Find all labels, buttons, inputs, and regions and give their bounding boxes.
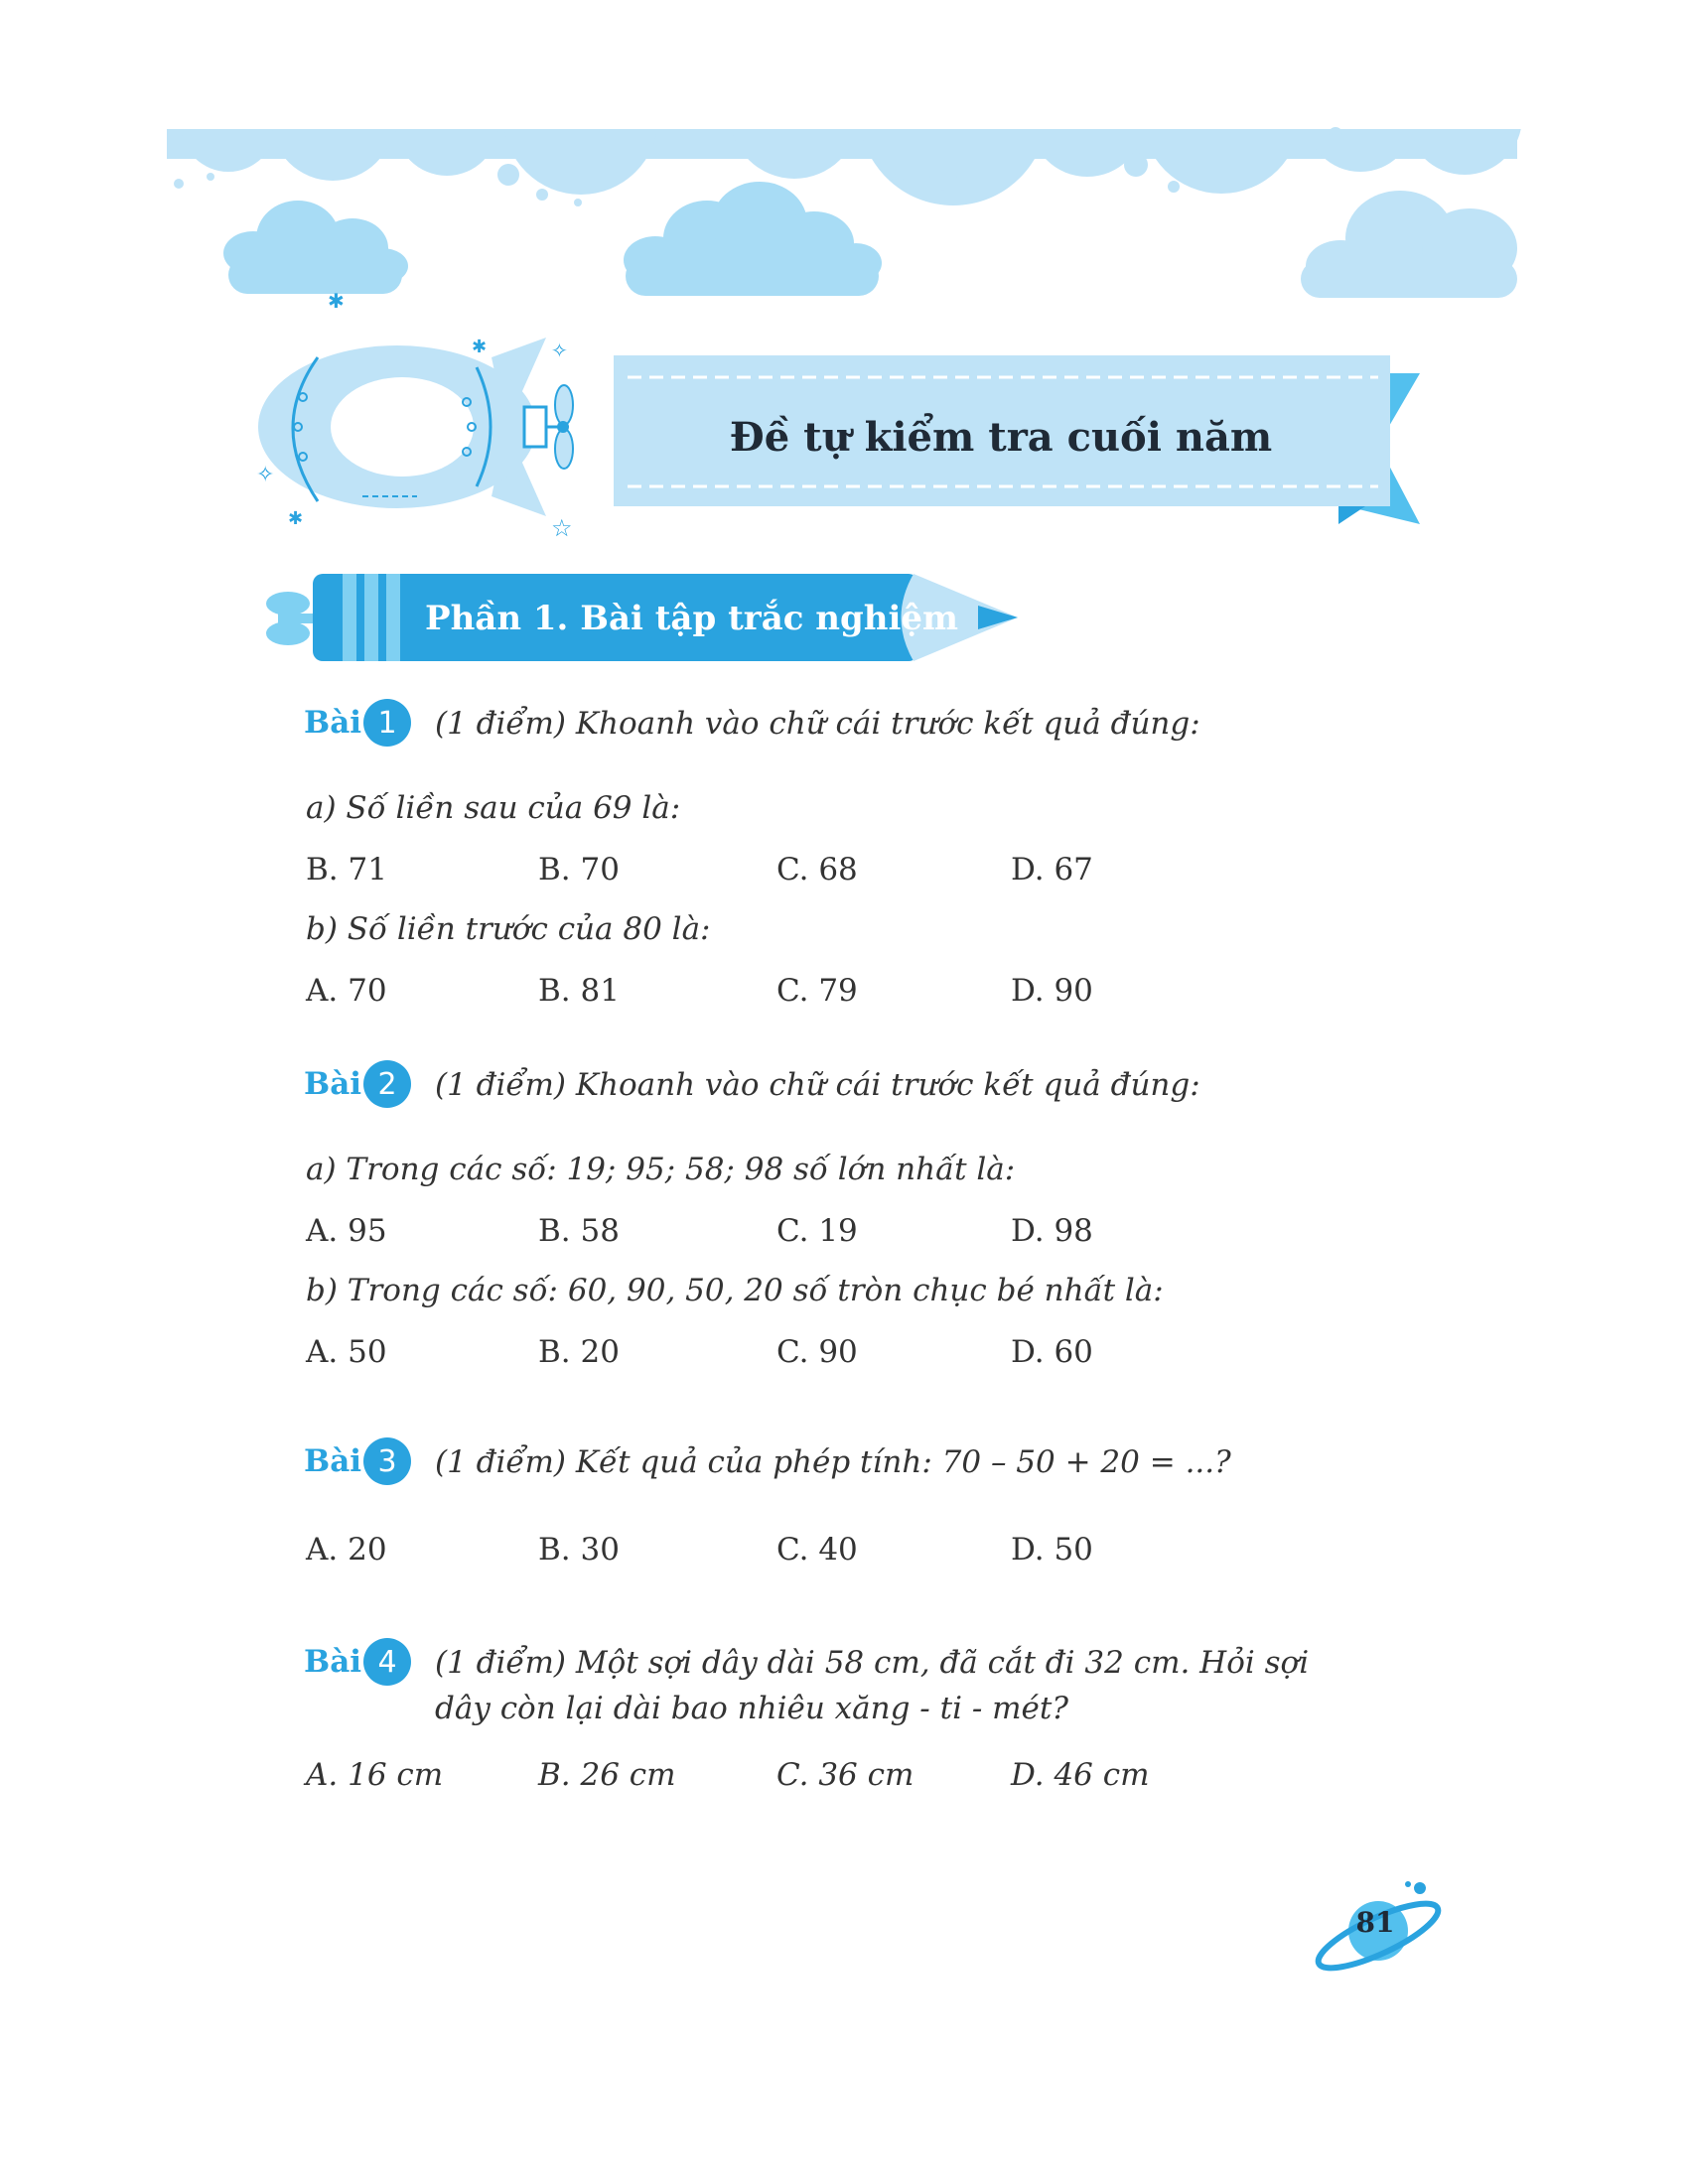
option-d[interactable]: D. 46 cm <box>1011 1757 1150 1793</box>
option-c[interactable]: C. 79 <box>776 973 858 1009</box>
airship-illustration <box>258 328 586 546</box>
exercise-instruction: (1 điểm) Kết quả của phép tính: 70 – 50 + 20 = ...? <box>435 1444 1231 1480</box>
exercise-1b-options <box>306 973 1199 1017</box>
option-d[interactable]: D. 60 <box>1011 1334 1093 1370</box>
exercise-4-options <box>306 1757 1199 1801</box>
exercise-2-heading <box>304 1062 1348 1108</box>
option-a[interactable]: A. 70 <box>306 973 387 1009</box>
exercise-instruction: (1 điểm) Một sợi dây dài 58 cm, đã cắt đi 32 cm. Hỏi sợi dây còn lại dài bao nhiêu xăng - ti - mét? <box>435 1645 1310 1726</box>
exercise-3-heading <box>304 1439 1348 1485</box>
option-b[interactable]: B. 20 <box>538 1334 620 1370</box>
page-title: Đề tự kiểm tra cuối năm <box>729 413 1273 461</box>
exercise-label: Bài <box>304 1443 362 1479</box>
exercise-2a-question: a) Trong các số: 19; 95; 58; 98 số lớn nhất là: <box>306 1152 1016 1187</box>
option-a[interactable]: A. 20 <box>306 1532 387 1568</box>
exercise-1b-question: b) Số liền trước của 80 là: <box>306 911 711 947</box>
option-c[interactable]: C. 68 <box>776 852 858 887</box>
option-d[interactable]: D. 98 <box>1011 1213 1093 1249</box>
exercise-label: Bài <box>304 1066 362 1102</box>
exercise-instruction: (1 điểm) Khoanh vào chữ cái trước kết quả đúng: <box>435 706 1200 742</box>
exercise-label: Bài <box>304 1644 362 1680</box>
svg-text:✱: ✱ <box>328 289 345 313</box>
option-b[interactable]: B. 26 cm <box>538 1757 676 1793</box>
svg-text:✧: ✧ <box>256 463 275 487</box>
option-c[interactable]: C. 90 <box>776 1334 858 1370</box>
exercise-1a-question: a) Số liền sau của 69 là: <box>306 790 681 826</box>
option-d[interactable]: D. 67 <box>1011 852 1093 887</box>
exercise-3-options <box>306 1532 1199 1575</box>
svg-text:☆: ☆ <box>551 514 573 542</box>
option-b[interactable]: B. 70 <box>538 852 620 887</box>
option-d[interactable]: D. 90 <box>1011 973 1093 1009</box>
option-c[interactable]: C. 36 cm <box>776 1757 914 1793</box>
option-a[interactable]: A. 50 <box>306 1334 387 1370</box>
option-a[interactable]: B. 71 <box>306 852 387 887</box>
exercise-1a-options <box>306 852 1199 895</box>
option-b[interactable]: B. 81 <box>538 973 620 1009</box>
exercise-instruction: (1 điểm) Khoanh vào chữ cái trước kết quả đúng: <box>435 1067 1200 1103</box>
option-b[interactable]: B. 58 <box>538 1213 620 1249</box>
exercise-4-heading <box>304 1640 1329 1731</box>
exercise-number-badge: 2 <box>363 1060 411 1108</box>
page-number: 81 <box>1355 1905 1395 1939</box>
svg-text:✱: ✱ <box>288 508 304 529</box>
exercise-2a-options <box>306 1213 1199 1257</box>
exercise-2b-options <box>306 1334 1199 1378</box>
exercise-2b-question: b) Trong các số: 60, 90, 50, 20 số tròn chục bé nhất là: <box>306 1273 1164 1308</box>
exercise-number-badge: 1 <box>363 699 411 747</box>
option-d[interactable]: D. 50 <box>1011 1532 1093 1568</box>
exercise-label: Bài <box>304 705 362 741</box>
option-c[interactable]: C. 19 <box>776 1213 858 1249</box>
svg-text:✧: ✧ <box>551 339 568 362</box>
option-c[interactable]: C. 40 <box>776 1532 858 1568</box>
exercise-number-badge: 3 <box>363 1437 411 1485</box>
option-a[interactable]: A. 16 cm <box>306 1757 444 1793</box>
cloud-banner <box>0 0 1688 328</box>
option-a[interactable]: A. 95 <box>306 1213 387 1249</box>
exercise-1-heading <box>304 701 1348 747</box>
section-title: Phần 1. Bài tập trắc nghiệm <box>425 599 958 638</box>
svg-text:✱: ✱ <box>472 337 488 357</box>
option-b[interactable]: B. 30 <box>538 1532 620 1568</box>
exercise-number-badge: 4 <box>363 1638 411 1686</box>
